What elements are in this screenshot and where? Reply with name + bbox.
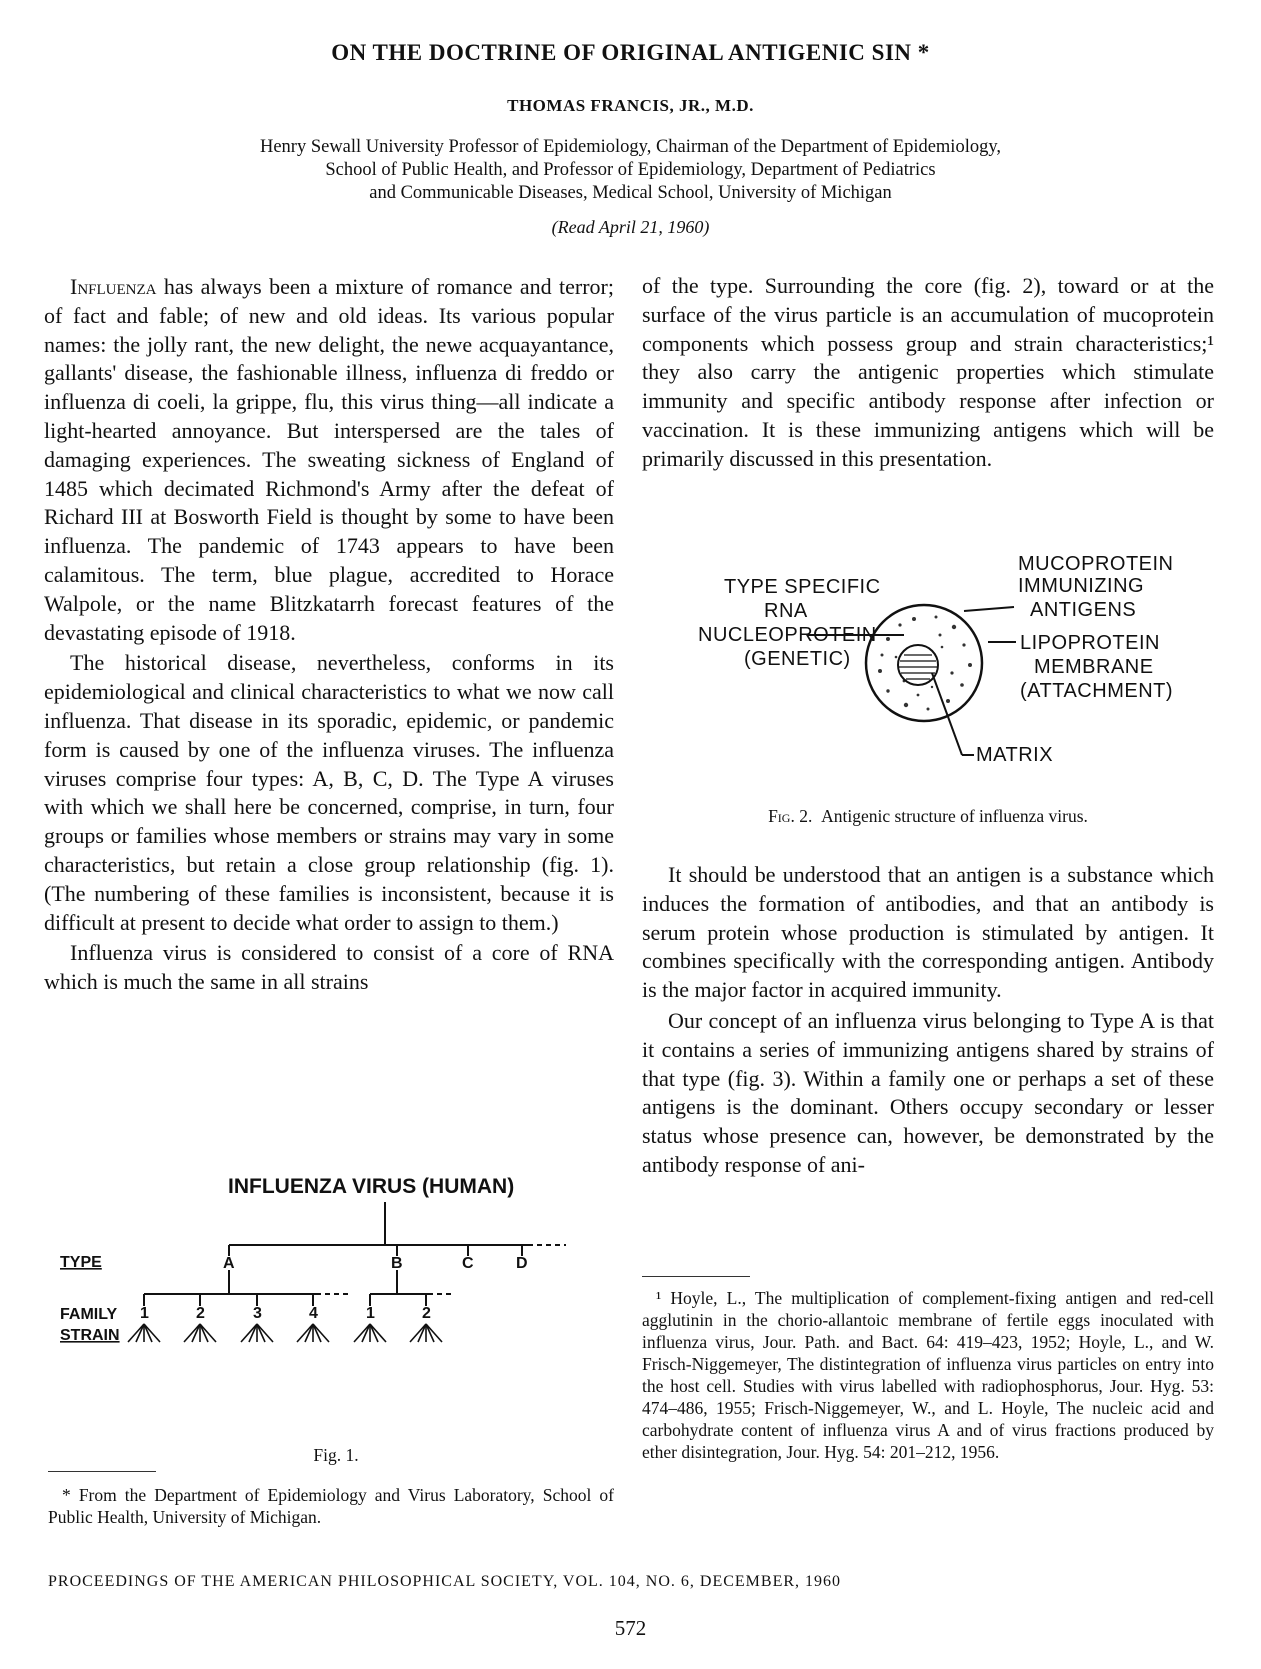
type-b-label: B (391, 1255, 403, 1272)
label-antigens: ANTIGENS (1030, 599, 1137, 621)
family-a1-label: 1 (140, 1305, 149, 1322)
affiliation-line: Henry Sewall University Professor of Epidemiology, Chairman of the Department of Epidemiology, (259, 137, 1002, 157)
right-column-top (642, 272, 1214, 474)
figure-2-caption (642, 806, 1214, 827)
paragraph: of the type. Surrounding the core (fig. 2), toward or at the surface of the virus particle is an accumulation of mucoprotein components which possess group and strain characteristics;¹ they also carry the antigenic properties which stimulate immunity and specific antibody response after infection or vaccination. It is these immunizing antigens which will be primarily discussed in this presentation. (642, 273, 1214, 471)
footnote-text: * From the Department of Epidemiology and Virus Laboratory, School of Public Health, University of Michigan. (48, 1485, 614, 1527)
footnote-star (48, 1484, 614, 1528)
figure-1-caption: Fig. 1. (313, 1445, 359, 1465)
label-rna: RNA (764, 600, 808, 622)
strain-label: STRAIN (60, 1327, 120, 1344)
footnote-divider (48, 1471, 156, 1472)
type-c-label: C (462, 1255, 474, 1272)
footnote-text: ¹ Hoyle, L., The multiplication of complement-fixing antigen and red-cell agglutinin in the chorio-allantoic membrane of fertile eggs inoculated with influenza virus, Jour. Path. and Bact. 64: 419–423, 1952; Hoyle, L., and W. Frisch-Niggemeyer, The distintegration of influenza virus particles on entry into the host cell. Studies with virus labelled with radiophosphorus, Jour. Hyg. 53: 474–486, 1955; Frisch-Niggemeyer, W., and L. Hoyle, The nucleic acid and carbohydrate content of influenza virus A and of virus fractions produced by ether disintegration, Jour. Hyg. 54: 201–212, 1956. (642, 1288, 1214, 1462)
family-b2-label: 2 (422, 1305, 431, 1322)
label-type-specific: TYPE SPECIFIC (724, 576, 881, 598)
label-matrix: MATRIX (976, 744, 1054, 766)
type-d-label: D (516, 1255, 528, 1272)
family-b1-label: 1 (366, 1305, 375, 1322)
label-nucleoprotein: NUCLEOPROTEIN (698, 624, 877, 646)
paragraph: Influenza virus is considered to consist of a core of RNA which is much the same in all strains (44, 940, 614, 995)
label-mucoprotein: MUCOPROTEIN (1018, 555, 1174, 575)
paragraph-text: has always been a mixture of romance and terror; of fact and fable; of new and old ideas. Its various popular names: the jolly rant, the new delight, the newe acquayantance, gallants' disease, the fashionable illness, influenza di freddo or influenza di coeli, la grippe, flu, this virus thing—all indicate a light-hearted annoyance. But interspersed are the tales of damaging experiences. The sweating sickness of England of 1485 which decimated Richmond's Army after the defeat of Richard III at Bosworth Field is thought by some to have been influenza. The pandemic of 1743 appears to have been calamitous. The term, blue plague, accredited to Horace Walpole, or the name Blitzkatarrh forecast features of the devastating episode of 1918. (44, 274, 614, 645)
page-number: 572 (614, 1616, 647, 1640)
read-date: (Read April 21, 1960) (551, 217, 710, 237)
figure-1-title: INFLUENZA VIRUS (HUMAN) (228, 1175, 515, 1198)
virus-particle (866, 605, 982, 721)
affiliation-line: and Communicable Diseases, Medical School, University of Michigan (369, 183, 892, 203)
footnote-one (642, 1287, 1214, 1463)
family-a3-label: 3 (253, 1305, 262, 1322)
left-column (44, 273, 614, 997)
author-affiliation (0, 136, 1261, 205)
label-membrane: MEMBRANE (1034, 656, 1154, 678)
affiliation-line: School of Public Health, and Professor of Epidemiology, Department of Pediatrics (325, 160, 936, 180)
journal-citation: PROCEEDINGS OF THE AMERICAN PHILOSOPHICAL SOCIETY, VOL. 104, NO. 6, DECEMBER, 1960 (48, 1573, 842, 1590)
author-name: THOMAS FRANCIS, JR., M.D. (507, 96, 754, 115)
paragraph (44, 273, 614, 647)
article-title: ON THE DOCTRINE OF ORIGINAL ANTIGENIC SIN * (331, 40, 930, 65)
label-attachment: (ATTACHMENT) (1020, 680, 1174, 702)
figure-2-label: Fig. 2. (768, 806, 813, 826)
paragraph: Our concept of an influenza virus belonging to Type A is that it contains a series of immunizing antigens shared by strains of that type (fig. 3). Within a family one or perhaps a set of these antigens is the dominant. Others occupy secondary or lesser status whose presence can, however, be demonstrated by the antibody response of ani- (642, 1007, 1214, 1177)
lead-word: Influenza (70, 274, 157, 299)
strain-fans (128, 1324, 442, 1342)
figure-2-virus-diagram (642, 555, 1214, 795)
label-lipoprotein: LIPOPROTEIN (1020, 632, 1160, 654)
paragraph: The historical disease, nevertheless, conforms in its epidemiological and clinical characteristics to what we now call influenza. That disease in its sporadic, epidemic, or pandemic form is caused by one of the influenza viruses. The influenza viruses comprise four types: A, B, C, D. The Type A viruses with which we shall here be concerned, comprise, in turn, four groups or families whose members or strains may vary in some characteristics, but retain a close group relationship (fig. 1). (The numbering of these families is inconsistent, because it is difficult at present to decide what order to assign to them.) (44, 650, 614, 935)
figure-2-caption-text: Antigenic structure of influenza virus. (821, 806, 1088, 826)
right-column-bottom (642, 861, 1214, 1180)
family-a4-label: 4 (309, 1305, 318, 1322)
type-a-label: A (223, 1255, 235, 1272)
figure-1-tree-diagram (48, 1166, 614, 1416)
label-immunizing: IMMUNIZING (1018, 575, 1145, 597)
type-label: TYPE (60, 1254, 102, 1271)
family-a2-label: 2 (196, 1305, 205, 1322)
family-label: FAMILY (60, 1306, 118, 1323)
paragraph: It should be understood that an antigen is a substance which induces the formation of antibodies, and that an antibody is serum protein whose production is stimulated by antigen. It combines specifically with the corresponding antigen. Antibody is the major factor in acquired immunity. (642, 862, 1214, 1003)
label-genetic: (GENETIC) (744, 648, 851, 670)
footnote-divider (642, 1276, 750, 1277)
